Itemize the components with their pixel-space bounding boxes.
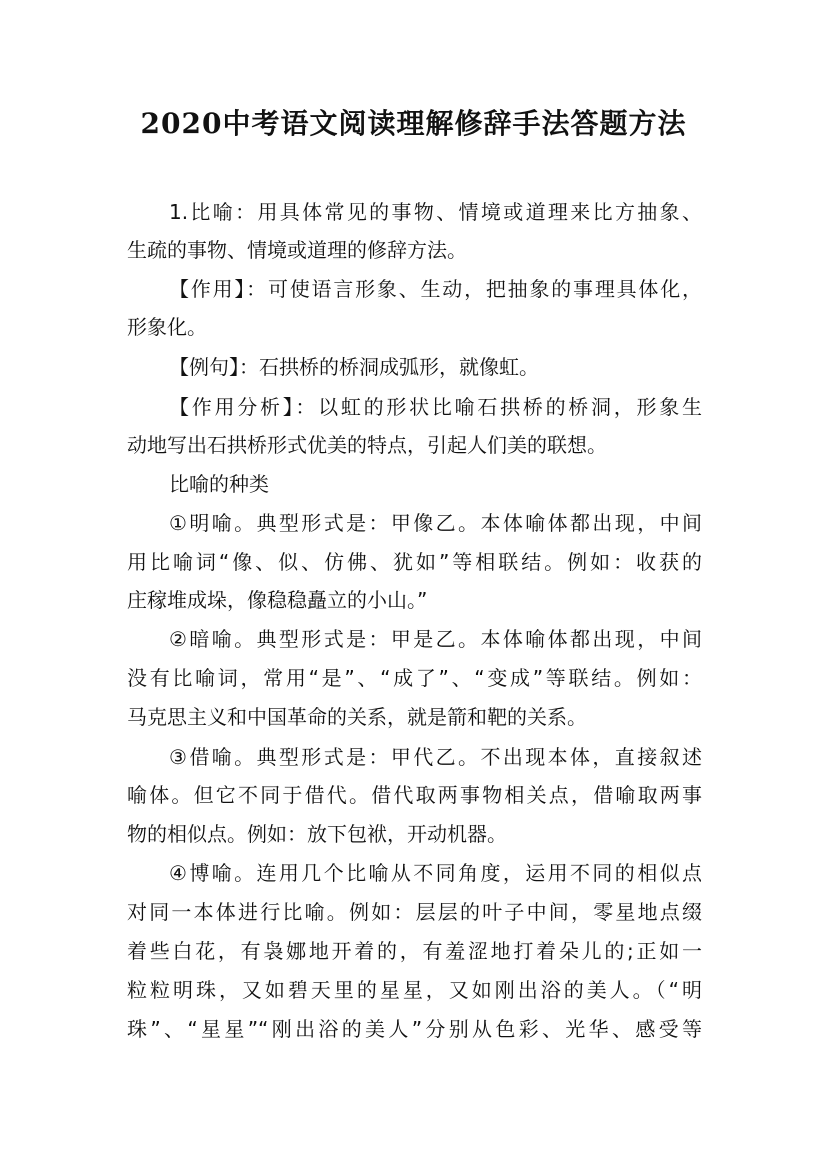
text-line: 珠”、“星星”“刚出浴的美人”分别从色彩、光华、感受等 — [127, 1017, 702, 1041]
text-line: 【例句】：石拱桥的桥洞成弧形，就像虹。 — [169, 355, 539, 379]
text-line: 粒粒明珠，又如碧天里的星星，又如刚出浴的美人。（“明 — [127, 978, 702, 1002]
text-line: 形象化。 — [127, 315, 207, 339]
text-line: 动地写出石拱桥形式优美的特点，引起人们美的联想。 — [127, 433, 607, 457]
text-line: ②暗喻。典型形式是：甲是乙。本体喻体都出现，中间 — [169, 627, 702, 651]
text-line: 对同一本体进行比喻。例如：层层的叶子中间，零星地点缀 — [127, 900, 702, 924]
text-line: 【作用】：可使语言形象、生动，把抽象的事理具体化， — [169, 277, 702, 301]
text-line: 庄稼堆成垛，像稳稳矗立的小山。” — [127, 588, 428, 612]
text-line: ①明喻。典型形式是：甲像乙。本体喻体都出现，中间 — [169, 511, 702, 535]
page-title: 2020中考语文阅读理解修辞手法答题方法 — [140, 107, 687, 140]
text-line: ③借喻。典型形式是：甲代乙。不出现本体，直接叙述 — [169, 745, 702, 769]
text-line: 用比喻词“像、似、仿佛、犹如”等相联结。例如：收获的 — [127, 550, 702, 574]
text-line: 【作用分析】：以虹的形状比喻石拱桥的桥洞，形象生 — [169, 395, 702, 419]
text-line: ④博喻。连用几个比喻从不同角度，运用不同的相似点 — [169, 861, 702, 885]
text-line: 喻体。但它不同于借代。借代取两事物相关点，借喻取两事 — [127, 783, 702, 807]
text-line: 着些白花，有袅娜地开着的，有羞涩地打着朵儿的;正如一 — [127, 939, 702, 963]
text-line: 生疏的事物、情境或道理的修辞方法。 — [127, 238, 467, 262]
text-line: 物的相似点。例如：放下包袱，开动机器。 — [127, 822, 507, 846]
text-line: 没有比喻词，常用“是”、“成了”、“变成”等联结。例如： — [127, 666, 702, 690]
section-heading: 比喻的种类 — [169, 472, 269, 496]
text-line: 马克思主义和中国革命的关系，就是箭和靶的关系。 — [127, 705, 587, 729]
text-line: 1.比喻：用具体常见的事物、情境或道理来比方抽象、 — [169, 200, 702, 224]
